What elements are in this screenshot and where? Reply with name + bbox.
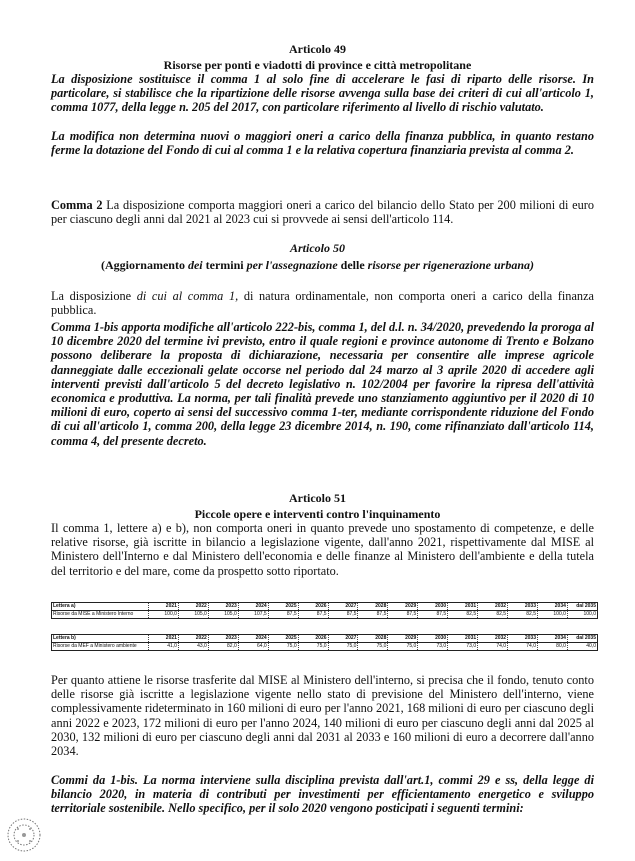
table-cell: Lettera a) <box>52 603 149 611</box>
table-cell: 2031 <box>448 635 478 643</box>
table-cell: 107,5 <box>238 611 268 619</box>
table-cell: 2026 <box>298 635 328 643</box>
table-cell: dal 2035 <box>567 635 597 643</box>
table-cell: 82,5 <box>508 611 538 619</box>
table-cell: 73,0 <box>418 643 448 651</box>
art49-paragraph-3-text: La disposizione comporta maggiori oneri a carico del bilancio dello Stato per 200 milioni di euro per ciascuno degli anni dal 2021 al 2023 cui si provvede ai sensi dell'articolo 114. <box>51 198 594 227</box>
table-cell: 2034 <box>537 603 567 611</box>
table-cell: 2021 <box>149 603 179 611</box>
table-cell: 105,0 <box>178 611 208 619</box>
table-cell: 2025 <box>268 635 298 643</box>
art51-paragraph-3: Commi da 1-bis. La norma interviene sulla disciplina prevista dall'art.1, commi 29 e ss, della legge di bilancio 2020, in materia di contributi per investimenti per efficientamento energetico e sviluppo territoriale sostenibile. Nello specifico, per il solo 2020 vengono posticipati i seguenti termini: <box>51 773 594 816</box>
table-cell: 2029 <box>388 635 418 643</box>
table-cell: 100,0 <box>537 611 567 619</box>
art50-subtitle-part: dei <box>187 258 203 272</box>
table-cell: 73,0 <box>448 643 478 651</box>
table-cell: 82,5 <box>448 611 478 619</box>
art51-paragraph-1: Il comma 1, lettere a) e b), non comporta oneri in quanto prevede uno spostamento di competenze, e delle relative risorse, già iscritte in bilancio a legislazione vigente, dall'anno 2021, rispettivamente dal MISE al Ministero dell'Interno e dal Ministero dell'economia e delle finanze al Ministero dell'ambiente e della tutela del territorio e del mare, come da prospetto sotto riportato. <box>51 521 594 578</box>
table-cell: 2027 <box>328 635 358 643</box>
table-cell: 41,0 <box>149 643 179 651</box>
table-cell: 2024 <box>238 603 268 611</box>
table-cell: 87,5 <box>388 611 418 619</box>
table-cell: 2031 <box>448 603 478 611</box>
table-cell: 2021 <box>149 635 179 643</box>
art49-paragraph-2: La modifica non determina nuovi o maggiori oneri a carico della finanza pubblica, in quanto restano ferme la dotazione del Fondo di cui al comma 1 e la relativa copertura finanziaria prevista al comma 2. <box>51 129 594 158</box>
table-cell: Lettera b) <box>52 635 149 643</box>
table-cell: 2030 <box>418 635 448 643</box>
art49-title: Articolo 49 <box>289 42 346 56</box>
table-cell: 75,0 <box>358 643 388 651</box>
table-cell: 2034 <box>537 635 567 643</box>
table-lettera-b <box>51 634 598 651</box>
art51-paragraph-2: Per quanto attiene le risorse trasferite dal MISE al Ministero dell'interno, si precisa che il fondo, tenuto conto delle risorse già iscritte a legislazione vigente nello stato di previsione del Ministero dell'interno, viene complessivamente rideterminato in 160 milioni di euro per l'anno 2021, 168 milioni di euro per ciascuno degli anni 2022 e 2023, 172 milioni di euro per l'anno 2024, 140 milioni di euro per ciascuno degli anni dal 2025 al 2030, 132 milioni di euro per ciascuno degli anni dal 2031 al 2033 e 160 milioni di euro a decorrere dall'anno 2034. <box>51 673 594 759</box>
table-cell: 87,5 <box>298 611 328 619</box>
table-cell: 2028 <box>358 635 388 643</box>
table-cell: 87,5 <box>328 611 358 619</box>
table-cell: 82,5 <box>478 611 508 619</box>
art49-subtitle: Risorse per ponti e viadotti di province e città metropolitane <box>163 58 472 72</box>
table-cell: 2022 <box>178 635 208 643</box>
table-cell: 2023 <box>208 635 238 643</box>
art51-title: Articolo 51 <box>289 491 346 505</box>
art50-subtitle-part: risorse per rigenerazione urbana) <box>367 258 535 272</box>
table-cell: 2030 <box>418 603 448 611</box>
art50-text-italic: di cui al comma 1, <box>136 289 239 303</box>
table-header-row <box>52 603 598 611</box>
table-cell: 2029 <box>388 603 418 611</box>
table-cell: 74,0 <box>508 643 538 651</box>
table-cell: 87,5 <box>418 611 448 619</box>
table-header-row <box>52 635 598 643</box>
art50-title: Articolo 50 <box>289 241 345 255</box>
art50-paragraph-1 <box>51 289 594 317</box>
table-cell: 75,0 <box>388 643 418 651</box>
art49-comma-label: Comma 2 <box>51 198 103 212</box>
table-cell: Risorse da MISE a Ministero Interno <box>52 611 149 619</box>
table-cell: 2022 <box>178 603 208 611</box>
art49-paragraph-1: La disposizione sostituisce il comma 1 al solo fine di accelerare le fasi di riparto delle risorse. In particolare, si stabilisce che la ripartizione delle risorse avvenga sulla base dei criteri di cui all'articolo 1, comma 1077, della legge n. 205 del 2017, con particolare riferimento al livello di rischio valutato. <box>51 72 594 115</box>
table-cell: 105,0 <box>208 611 238 619</box>
table-cell: 75,0 <box>298 643 328 651</box>
table-cell: 87,5 <box>358 611 388 619</box>
art50-subtitle-part: (Aggiornamento <box>100 258 188 272</box>
table-cell: 75,0 <box>268 643 298 651</box>
art50-paragraph-2: Comma 1-bis apporta modifiche all'articolo 222-bis, comma 1, del d.l. n. 34/2020, prevedendo la proroga al 10 dicembre 2020 del termine ivi previsto, entro il quale regioni e province autonome di Trento e Bolzano possono deliberare la proposta di dichiarazione, necessaria per consentire alle imprese agricole danneggiate dalle eccezionali gelate occorse nel periodo dal 24 marzo al 3 aprile 2020 di accedere agli interventi previsti dall'articolo 5 del decreto legislativo n. 102/2004 per favorire la ripresa dell'attività economica e produttiva. La norma, per tali finalità prevede uno stanziamento aggiuntivo per il 2020 di 10 milioni di euro, coperto ai sensi del successivo comma 1-ter, mediante corrispondente riduzione del Fondo di cui all'articolo 1, comma 200, della legge 23 dicembre 2014, n. 190, come rifinanziato dall'articolo 114, comma 4, del presente decreto. <box>51 320 594 448</box>
table-lettera-a <box>51 602 598 619</box>
art50-subtitle <box>0 258 635 272</box>
table-cell: 43,0 <box>178 643 208 651</box>
table-cell: 2032 <box>478 603 508 611</box>
art49-paragraph-3 <box>51 198 594 226</box>
table-cell: 2032 <box>478 635 508 643</box>
table-cell: 2033 <box>508 603 538 611</box>
table-cell: 82,0 <box>208 643 238 651</box>
table-cell: 2023 <box>208 603 238 611</box>
table-cell: Risorse da MEF a Ministero ambiente <box>52 643 149 651</box>
art50-subtitle-part: per l'assegnazione <box>246 258 338 272</box>
art50-subtitle-part: termini <box>202 258 247 272</box>
table-cell: 2033 <box>508 635 538 643</box>
table-cell: 2024 <box>238 635 268 643</box>
table-row <box>52 643 598 651</box>
art51-subtitle: Piccole opere e interventi contro l'inquinamento <box>194 507 441 521</box>
table-cell: 100,0 <box>567 611 597 619</box>
table-cell: 74,0 <box>478 643 508 651</box>
table-cell: 2027 <box>328 603 358 611</box>
table-cell: 2025 <box>268 603 298 611</box>
table-cell: 75,0 <box>328 643 358 651</box>
table-cell: 100,0 <box>149 611 179 619</box>
table-cell: dal 2035 <box>567 603 597 611</box>
seal-stamp-icon <box>6 815 42 855</box>
table-cell: 2028 <box>358 603 388 611</box>
table-cell: 2026 <box>298 603 328 611</box>
table-cell: 64,0 <box>238 643 268 651</box>
table-cell: 40,0 <box>567 643 597 651</box>
art50-text: di natura ordinamentale, non comporta oneri a carico della finanza pubblica. <box>51 289 594 318</box>
art50-text: La disposizione <box>51 289 137 303</box>
table-cell: 80,0 <box>537 643 567 651</box>
table-cell: 87,5 <box>268 611 298 619</box>
table-row <box>52 611 598 619</box>
art50-subtitle-part: delle <box>337 258 368 272</box>
